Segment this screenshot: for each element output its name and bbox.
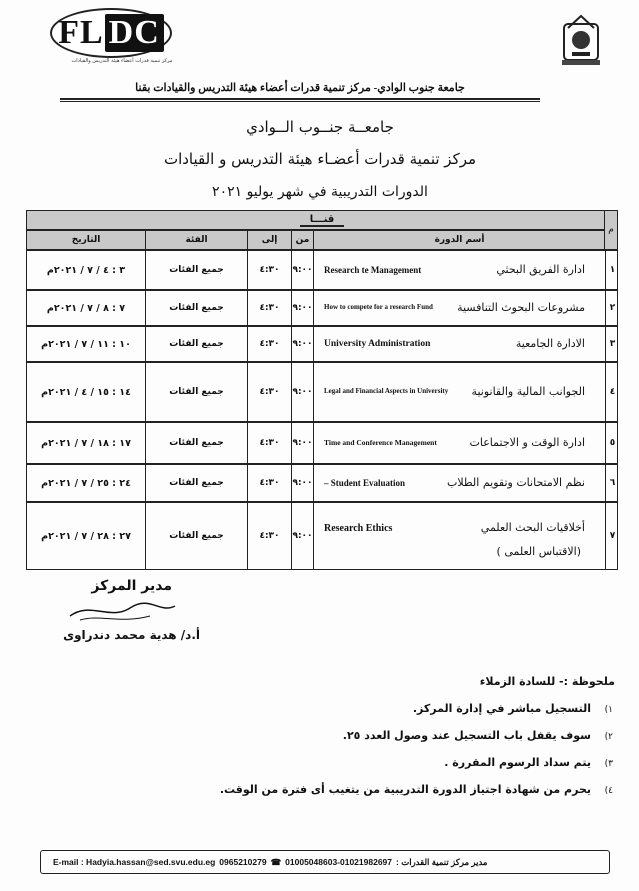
cell-to: ٤:٣٠: [247, 251, 291, 289]
course-name-en: Time and Conference Management: [324, 438, 437, 447]
cell-to: ٤:٣٠: [247, 363, 291, 421]
cell-category: جميع الفئات: [145, 363, 247, 421]
footer-label: مدير مركز تنمية القدرات :: [396, 856, 488, 867]
logo-text-fl: FL: [58, 14, 104, 51]
cell-from: ٩:٠٠: [291, 251, 313, 289]
cell-date: ٧ : ٨ / ٧ / ٢٠٢١م: [46, 302, 126, 314]
cell-from: ٩:٠٠: [291, 363, 313, 421]
cell-course: [313, 327, 605, 361]
cell-from: ٩:٠٠: [291, 327, 313, 361]
table-row: [26, 290, 618, 326]
table-city-header: [26, 210, 618, 230]
logo-text-dc: DC: [105, 14, 164, 52]
course-name-en: How to compete for a research Fund: [324, 303, 433, 311]
table-row: [26, 422, 618, 464]
course-name-ar: ادارة الفريق البحثي: [496, 263, 585, 276]
university-seal-icon: [560, 10, 602, 66]
cell-from: ٩:٠٠: [291, 291, 313, 325]
header-to: إلى: [247, 231, 291, 249]
course-name-ar: ادارة الوقت و الاجتماعات: [469, 436, 585, 449]
table-row: [26, 250, 618, 290]
signature-name: أ.د/ هدية محمد دندراوى: [63, 628, 200, 642]
header-divider: [60, 101, 540, 102]
note-item: ٣)يتم سداد الرسوم المقررة .: [444, 756, 613, 769]
cell-date: ١٤ : ١٥ / ٤ / ٢٠٢١م: [41, 386, 131, 398]
course-name-en: University Administration: [324, 339, 431, 349]
cell-course: [313, 363, 605, 421]
cell-from: ٩:٠٠: [291, 423, 313, 463]
table-row: [26, 464, 618, 502]
course-name-ar: الادارة الجامعية: [515, 337, 585, 350]
signature-title: مدير المركز: [91, 578, 172, 594]
cell-course: [313, 251, 605, 289]
cell-num: ٢: [605, 291, 619, 325]
center-title: مركز تنمية قدرات أعضـاء هيئة التدريس و القيادات: [163, 150, 477, 168]
course-name-ar: نظم الامتحانات وتقويم الطلاب: [446, 476, 585, 489]
cell-num: ٥: [605, 423, 619, 463]
contact-footer: [40, 850, 610, 874]
cell-to: ٤:٣٠: [247, 465, 291, 501]
logo-caption: مركز تنمية قدرات أعضاء هيئة التدريس والقيادات: [71, 58, 173, 64]
course-name-ar: الجوانب المالية والقانونية: [471, 385, 585, 398]
cell-num: ٦: [605, 465, 619, 501]
cell-num: ٤: [605, 363, 619, 421]
note-item: ٤)يحرم من شهادة اجتياز الدورة التدريبية من يتغيب أى فترة من الوقت.: [219, 783, 613, 796]
cell-category: جميع الفئات: [145, 465, 247, 501]
course-name-en: Research te Management: [324, 265, 422, 275]
cell-course: [313, 465, 605, 501]
course-name-en: Legal and Financial Aspects in University: [324, 387, 449, 395]
cell-num: ٣: [605, 327, 619, 361]
cell-date: ٣ : ٤ / ٧ / ٢٠٢١م: [46, 264, 126, 276]
cell-date: ٢٤ : ٢٥ / ٧ / ٢٠٢١م: [41, 477, 131, 489]
city-label: قنـــا: [300, 214, 345, 227]
course-name-ar: أخلاقيات البحث العلمي: [480, 521, 585, 534]
header-course: أسم الدورة: [313, 231, 605, 249]
course-note-ar: (الاقتباس العلمى ): [496, 545, 581, 558]
cell-category: جميع الفئات: [145, 503, 247, 569]
cell-category: جميع الفئات: [145, 291, 247, 325]
phone-icon: ☎: [270, 856, 282, 867]
cell-date: ٢٧ : ٢٨ / ٧ / ٢٠٢١م: [41, 530, 131, 542]
course-name-en: – Student Evaluation: [324, 478, 406, 488]
fldc-logo: [50, 8, 172, 58]
header-num: م: [604, 210, 618, 250]
header-category: الفئة: [145, 231, 247, 249]
notes-heading: ملحوظة :- للسادة الزملاء: [479, 675, 615, 688]
cell-date: ١٧ : ١٨ / ٧ / ٢٠٢١م: [41, 437, 131, 449]
cell-category: جميع الفئات: [145, 327, 247, 361]
footer-email: E-mail : Hadyia.hassan@sed.svu.edu.eg: [53, 857, 216, 867]
cell-to: ٤:٣٠: [247, 327, 291, 361]
note-item: ٢)سوف يقفل باب التسجيل عند وصول العدد ٢٥.: [342, 729, 613, 742]
cell-from: ٩:٠٠: [291, 503, 313, 569]
cell-course: [313, 423, 605, 463]
course-name-en: Research Ethics: [324, 523, 393, 534]
footer-mobile: 01005048603-01021982697: [285, 857, 393, 867]
table-row: [26, 502, 618, 570]
cell-to: ٤:٣٠: [247, 291, 291, 325]
table-row: [26, 326, 618, 362]
cell-category: جميع الفئات: [145, 423, 247, 463]
course-name-ar: مشروعات البحوث التنافسية: [457, 301, 585, 314]
cell-category: جميع الفئات: [145, 251, 247, 289]
courses-title: الدورات التدريبية في شهر يوليو ٢٠٢١: [212, 184, 428, 200]
cell-to: ٤:٣٠: [247, 503, 291, 569]
cell-from: ٩:٠٠: [291, 465, 313, 501]
university-title: جامعــة جنــوب الــوادي: [246, 118, 394, 136]
signature-mark: [60, 596, 180, 626]
cell-date: ١٠ : ١١ / ٧ / ٢٠٢١م: [41, 338, 131, 350]
footer-phone: 0965210279: [219, 857, 267, 867]
cell-num: ٧: [605, 503, 619, 569]
cell-course: [313, 503, 605, 569]
cell-course: [313, 291, 605, 325]
table-header-row: [26, 230, 618, 250]
cell-to: ٤:٣٠: [247, 423, 291, 463]
header-date: التاريخ: [71, 235, 101, 245]
table-row: [26, 362, 618, 422]
header-banner: جامعة جنوب الوادي- مركز تنمية قدرات أعضاء هيئة التدريس والقيادات بقنا: [60, 81, 540, 100]
cell-num: ١: [605, 251, 619, 289]
note-item: ١)التسجيل مباشر في إدارة المركز.: [412, 702, 613, 715]
header-from: من: [291, 231, 313, 249]
